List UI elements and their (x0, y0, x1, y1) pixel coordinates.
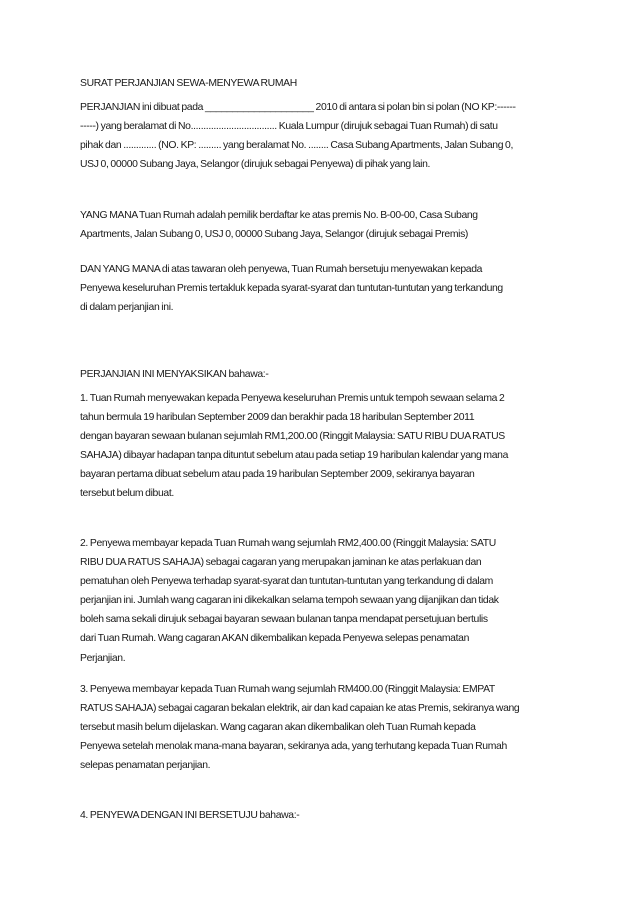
intro-line: pihak dan ............. (NO. KP: ......... yang beralamat No. ........ Casa Subang Apartments, Jalan Subang 0, (80, 140, 514, 152)
clause-4-heading (80, 806, 564, 825)
clause-line: Perjanjian. (80, 652, 126, 664)
witnesseth-line: PERJANJIAN INI MENYAKSIKAN bahawa:- (80, 369, 269, 380)
title-line: SURAT PERJANJIAN SEWA-MENYEWA RUMAH (80, 78, 297, 89)
clause-3-paragraph (80, 680, 564, 775)
clause-line: pematuhan oleh Penyewa terhadap syarat-syarat dan tuntutan-tuntutan yang terkandung di dalam (80, 576, 493, 588)
intro-paragraph (80, 98, 564, 174)
whereas-line: DAN YANG MANA di atas tawaran oleh penyewa, Tuan Rumah bersetuju menyewakan kepada (80, 264, 483, 275)
clause-1-paragraph (80, 389, 564, 504)
intro-line: PERJANJIAN ini dibuat pada ____________________ 2010 di antara si polan bin si polan (NO KP:------ (80, 102, 516, 113)
clause-line: 2. Penyewa membayar kepada Tuan Rumah wang sejumlah RM2,400.00 (Ringgit Malaysia: SATU (80, 538, 496, 549)
whereas-offer-paragraph (80, 260, 564, 317)
clause-line: bayaran pertama dibuat sebelum atau pada 19 haribulan September 2009, sekiranya bayaran (80, 469, 475, 481)
clause-line: dengan bayaran sewaan bulanan sejumlah RM1,200.00 (Ringgit Malaysia: SATU RIBU DUA RATUS (80, 431, 505, 443)
intro-line: USJ 0, 00000 Subang Jaya, Selangor (dirujuk sebagai Penyewa) di pihak yang lain. (80, 159, 431, 171)
document-title (80, 74, 564, 93)
whereas-line: Penyewa keseluruhan Premis tertakluk kepada syarat-syarat dan tuntutan-tuntutan yang terkandung (80, 283, 503, 295)
clause-line: tahun bermula 19 haribulan September 2009 dan berakhir pada 18 haribulan September 2011 (80, 412, 475, 424)
witnesseth-heading (80, 365, 564, 384)
clause-2-paragraph (80, 534, 564, 668)
clause-line: RIBU DUA RATUS SAHAJA) sebagai cagaran yang merupakan jaminan ke atas perlakuan dan (80, 557, 482, 569)
clause-line: Penyewa setelah menolak mana-mana bayaran, sekiranya ada, yang terhutang kepada Tuan Rumah (80, 741, 507, 753)
intro-line: -----) yang beralamat di No.................................. Kuala Lumpur (dirujuk sebagai Tuan Rumah) di satu (80, 121, 498, 133)
whereas-line: YANG MANA Tuan Rumah adalah pemilik berdaftar ke atas premis No. B-00-00, Casa Subang (80, 210, 478, 221)
whereas-line: di dalam perjanjian ini. (80, 302, 174, 314)
clause-line: selepas penamatan perjanjian. (80, 760, 211, 772)
clause-line: perjanjian ini. Jumlah wang cagaran ini dikekalkan selama tempoh sewaan yang dijanjikan dan tidak (80, 595, 499, 607)
clause-line: dari Tuan Rumah. Wang cagaran AKAN dikembalikan kepada Penyewa selepas penamatan (80, 633, 470, 645)
clause-line: RATUS SAHAJA) sebagai cagaran bekalan elektrik, air dan kad capaian ke atas Premis, sekiranya wang (80, 703, 520, 715)
whereas-premises-paragraph (80, 206, 564, 244)
clause-line: tersebut belum dibuat. (80, 488, 174, 500)
clause-line: 1. Tuan Rumah menyewakan kepada Penyewa keseluruhan Premis untuk tempoh sewaan selama 2 (80, 393, 505, 404)
clause-line: 3. Penyewa membayar kepada Tuan Rumah wang sejumlah RM400.00 (Ringgit Malaysia: EMPAT (80, 684, 495, 695)
whereas-line: Apartments, Jalan Subang 0, USJ 0, 00000 Subang Jaya, Selangor (dirujuk sebagai Premis) (80, 229, 469, 241)
clause-line: tersebut masih belum dijelaskan. Wang cagaran akan dikembalikan oleh Tuan Rumah kepada (80, 722, 476, 734)
clause-line: SAHAJA) dibayar hadapan tanpa dituntut sebelum atau pada setiap 19 haribulan kalendar yang mana (80, 450, 509, 462)
clause-line: boleh sama sekali dirujuk sebagai bayaran sewaan bulanan tanpa mendapat persetujuan bertulis (80, 614, 488, 626)
clause-line: 4. PENYEWA DENGAN INI BERSETUJU bahawa:- (80, 810, 300, 821)
